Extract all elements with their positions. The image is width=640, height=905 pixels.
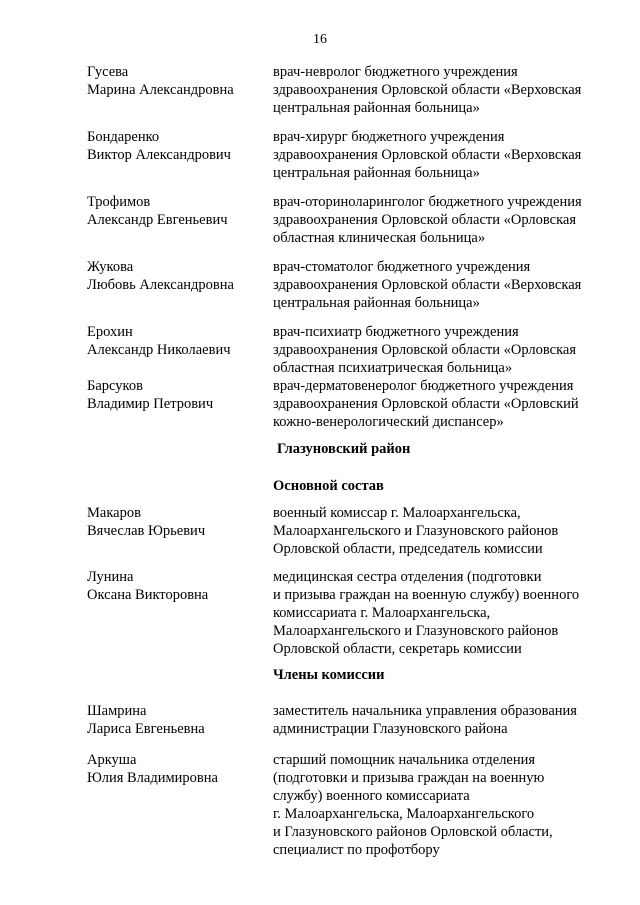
person-name: Барсуков Владимир Петрович (87, 378, 214, 412)
person-name: Макаров Вячеслав Юрьевич (87, 505, 206, 539)
person-position: медицинская сестра отделения (подготовки и призыва граждан на военную службу) военного комиссариата г. Малоархангельска, Малоархангельского и Глазуновского районов Орловской области, секретарь комиссии (273, 569, 580, 657)
person-name: Ерохин Александр Николаевич (87, 324, 231, 358)
person-position: врач-невролог бюджетного учреждения здравоохранения Орловской области «Верховская центральная районная больница» (273, 64, 582, 116)
person-name: Лунина Оксана Викторовна (87, 569, 209, 603)
person-position: старший помощник начальника отделения (подготовки и призыва граждан на военную службу) военного комиссариата г. Малоархангельска, Малоархангельского и Глазуновского районов Орловской области, специалист по профотбору (273, 752, 553, 858)
person-name: Шамрина Лариса Евгеньевна (87, 703, 205, 737)
person-position: военный комиссар г. Малоархангельска, Малоархангельского и Глазуновского районов Орловской области, председатель комиссии (273, 505, 559, 557)
person-position: врач-стоматолог бюджетного учреждения здравоохранения Орловской области «Верховская центральная районная больница» (273, 259, 582, 311)
person-name: Жукова Любовь Александровна (87, 259, 234, 293)
person-position: врач-хирург бюджетного учреждения здравоохранения Орловской области «Верховская центральная районная больница» (273, 129, 582, 181)
person-position: врач-оториноларинголог бюджетного учреждения здравоохранения Орловской области «Орловская областная клиническая больница» (273, 194, 582, 246)
person-name: Гусева Марина Александровна (87, 64, 234, 98)
person-position: врач-психиатр бюджетного учреждения здравоохранения Орловской области «Орловская областная психиатрическая больница» (273, 324, 577, 376)
person-name: Бондаренко Виктор Александрович (87, 129, 231, 163)
main-composition-heading: Основной состав (273, 478, 384, 494)
person-name: Трофимов Александр Евгеньевич (87, 194, 228, 228)
person-position: заместитель начальника управления образования администрации Глазуновского района (273, 703, 577, 737)
person-name: Аркуша Юлия Владимировна (87, 752, 218, 786)
page-number: 16 (313, 32, 327, 47)
district-heading: Глазуновский район (277, 441, 411, 457)
person-position: врач-дерматовенеролог бюджетного учреждения здравоохранения Орловской области «Орловский кожно-венерологический диспансер» (273, 378, 579, 430)
members-heading: Члены комиссии (273, 667, 385, 683)
